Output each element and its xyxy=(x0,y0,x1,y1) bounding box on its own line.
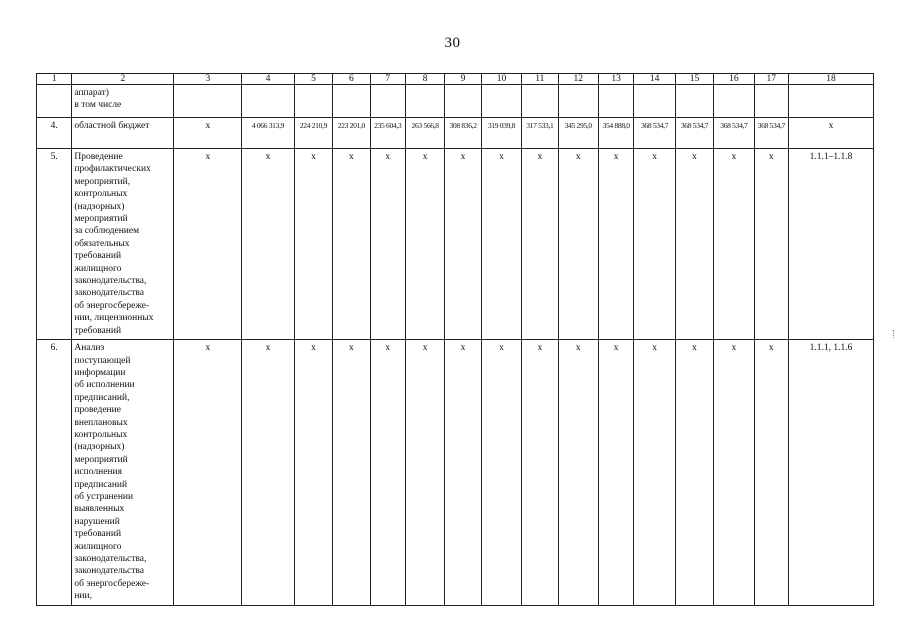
row-name-cell xyxy=(72,118,174,149)
value-cell xyxy=(333,85,370,118)
row-name-line: требований xyxy=(74,325,122,336)
value-cell xyxy=(634,85,675,118)
row-number-cell: 5. xyxy=(37,149,72,340)
header-cell: 18 xyxy=(788,74,873,85)
row-name-line: (надзорных) xyxy=(74,442,125,453)
value-cell xyxy=(242,85,295,118)
row-name-cell xyxy=(72,85,174,118)
value-cell: х xyxy=(333,149,370,340)
header-cell: 12 xyxy=(558,74,598,85)
row-name-line: мероприятий xyxy=(74,454,128,465)
row-number-cell: 4. xyxy=(37,118,72,149)
row-name-line: нии, xyxy=(74,591,93,602)
col3-cell: х xyxy=(174,118,242,149)
value-cell xyxy=(754,85,788,118)
value-cell: х xyxy=(481,149,521,340)
value-cell: 317 533,1 xyxy=(522,118,558,149)
table-row xyxy=(37,149,874,340)
value-cell: х xyxy=(522,340,558,606)
header-cell: 17 xyxy=(754,74,788,85)
value-cell: 368 534,7 xyxy=(754,118,788,149)
header-cell: 14 xyxy=(634,74,675,85)
value-cell xyxy=(598,85,633,118)
table-body xyxy=(37,74,874,606)
header-cell: 15 xyxy=(675,74,713,85)
value-cell: 308 836,2 xyxy=(445,118,481,149)
value-cell: 345 295,0 xyxy=(558,118,598,149)
row-name-line: мероприятий, xyxy=(74,176,131,187)
row-name-line: обязательных xyxy=(74,238,130,249)
header-cell: 13 xyxy=(598,74,633,85)
value-cell xyxy=(294,85,332,118)
value-cell: х xyxy=(294,149,332,340)
value-cell: 368 534,7 xyxy=(675,118,713,149)
value-cell: х xyxy=(242,149,295,340)
value-cell: 235 604,3 xyxy=(370,118,405,149)
header-cell: 16 xyxy=(714,74,754,85)
value-cell: 368 534,7 xyxy=(634,118,675,149)
row-name-line: нарушений xyxy=(74,516,120,527)
value-cell: х xyxy=(675,149,713,340)
reference-cell: 1.1.1–1.1.8 xyxy=(788,149,873,340)
value-cell: 224 210,9 xyxy=(294,118,332,149)
header-cell: 2 xyxy=(72,74,174,85)
value-cell: х xyxy=(598,149,633,340)
value-cell: х xyxy=(714,340,754,606)
row-name-line: об исполнении xyxy=(74,380,135,391)
row-name-line: исполнения xyxy=(74,467,122,478)
row-name-line: внеплановых xyxy=(74,417,128,428)
value-cell xyxy=(481,85,521,118)
value-cell: 319 039,8 xyxy=(481,118,521,149)
row-name-line: (надзорных) xyxy=(74,201,125,212)
row-name-line: профилактических xyxy=(74,164,151,175)
row-name-line: мероприятий xyxy=(74,214,128,225)
row-name-line: нии, лицензионных xyxy=(74,313,154,324)
value-cell xyxy=(370,85,405,118)
row-number-cell xyxy=(37,85,72,118)
value-cell: 368 534,7 xyxy=(714,118,754,149)
value-cell: х xyxy=(370,149,405,340)
value-cell: 354 888,0 xyxy=(598,118,633,149)
header-row xyxy=(37,74,874,85)
value-cell: х xyxy=(294,340,332,606)
row-name-line: Анализ xyxy=(74,343,105,354)
value-cell xyxy=(522,85,558,118)
header-cell: 1 xyxy=(37,74,72,85)
row-name-line: законодательства, xyxy=(74,276,147,287)
value-cell: х xyxy=(445,340,481,606)
value-cell xyxy=(445,85,481,118)
header-cell: 5 xyxy=(294,74,332,85)
row-name-line: информации xyxy=(74,367,126,378)
header-cell: 7 xyxy=(370,74,405,85)
scan-mark xyxy=(893,330,897,338)
header-cell: 3 xyxy=(174,74,242,85)
col3-cell: х xyxy=(174,149,242,340)
value-cell: х xyxy=(522,149,558,340)
value-cell: х xyxy=(754,149,788,340)
row-name-line: предписаний, xyxy=(74,392,130,403)
table-row xyxy=(37,118,874,149)
row-name-line: предписаний xyxy=(74,479,128,490)
value-cell: х xyxy=(634,149,675,340)
value-cell: х xyxy=(242,340,295,606)
row-name-line: законодательства xyxy=(74,288,144,299)
header-cell: 8 xyxy=(405,74,444,85)
program-table xyxy=(36,73,874,606)
row-name-cell xyxy=(72,340,174,606)
value-cell: х xyxy=(333,340,370,606)
header-cell: 4 xyxy=(242,74,295,85)
reference-cell: х xyxy=(788,118,873,149)
value-cell: 263 566,8 xyxy=(405,118,444,149)
table-row xyxy=(37,85,874,118)
row-name-line: Проведение xyxy=(74,152,123,162)
col3-cell xyxy=(174,85,242,118)
value-cell: х xyxy=(598,340,633,606)
value-cell xyxy=(714,85,754,118)
value-cell: х xyxy=(714,149,754,340)
value-cell: х xyxy=(481,340,521,606)
value-cell xyxy=(405,85,444,118)
value-cell: х xyxy=(370,340,405,606)
row-name-line: выявленных xyxy=(74,504,125,515)
row-name-cell xyxy=(72,149,174,340)
value-cell: х xyxy=(634,340,675,606)
row-name-line: об энергосбереже- xyxy=(74,578,150,589)
row-name-line: контрольных xyxy=(74,429,128,440)
row-name-line: жилищного xyxy=(74,263,122,274)
header-cell: 10 xyxy=(481,74,521,85)
header-cell: 11 xyxy=(522,74,558,85)
row-name-line: требований xyxy=(74,529,122,540)
row-name-line: жилищного xyxy=(74,541,122,552)
row-name-line: областной бюджет xyxy=(74,121,150,131)
col3-cell: х xyxy=(174,340,242,606)
row-name-line: за соблюдением xyxy=(74,226,140,237)
row-name-line: законодательства, xyxy=(74,554,147,564)
row-name-line: проведение xyxy=(74,405,121,416)
value-cell xyxy=(558,85,598,118)
value-cell: 4 066 313,9 xyxy=(242,118,295,149)
value-cell: 223 201,0 xyxy=(333,118,370,149)
value-cell: х xyxy=(405,149,444,340)
row-name-line: об энергосбереже- xyxy=(74,300,150,311)
row-number-cell: 6. xyxy=(37,340,72,606)
row-name-line: поступающей xyxy=(74,355,131,366)
table-row xyxy=(37,340,874,606)
value-cell: х xyxy=(405,340,444,606)
row-name-line: в том числе xyxy=(74,100,122,111)
value-cell: х xyxy=(754,340,788,606)
value-cell: х xyxy=(675,340,713,606)
row-name-line: аппарат) xyxy=(74,88,109,98)
reference-cell: 1.1.1, 1.1.6 xyxy=(788,340,873,606)
row-name-line: контрольных xyxy=(74,189,128,200)
value-cell xyxy=(675,85,713,118)
value-cell: х xyxy=(558,149,598,340)
header-cell: 9 xyxy=(445,74,481,85)
reference-cell xyxy=(788,85,873,118)
row-name-line: об устранении xyxy=(74,491,134,502)
header-cell: 6 xyxy=(333,74,370,85)
value-cell: х xyxy=(558,340,598,606)
row-name-line: требований xyxy=(74,251,122,262)
row-name-line: законодательства xyxy=(74,566,144,577)
page-number: 30 xyxy=(444,35,461,51)
value-cell: х xyxy=(445,149,481,340)
